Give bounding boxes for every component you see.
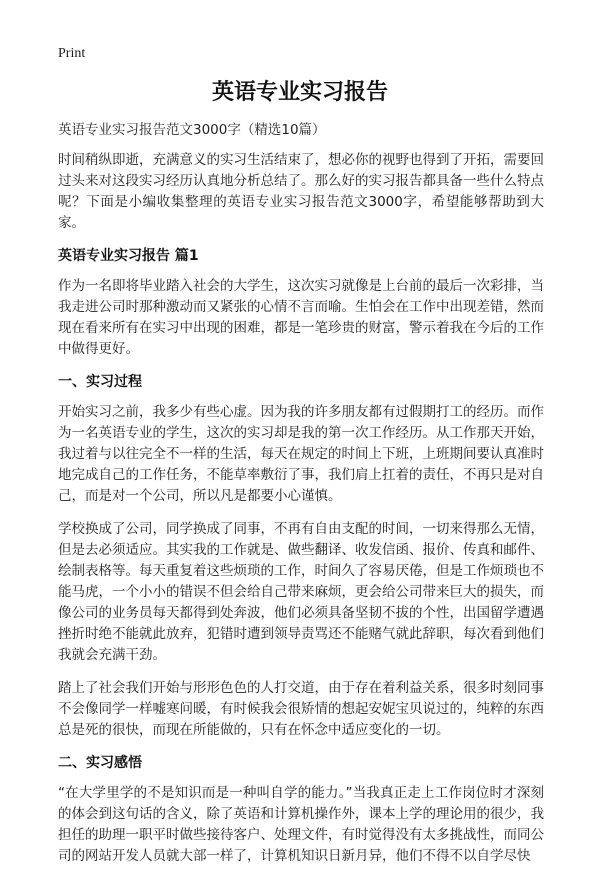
heading-internship-process: 一、实习过程 [58,374,142,390]
paragraph-2: 开始实习之前，我多少有些心虚。因为我的许多朋友都有过假期打工的经历。而作为一名英语专业的学生，这次的实习却是我的第一次工作经历。从工作那天开始，我过着与以往完全不一样的生活，每天在规定的时间上下班，上班期间要认真准时地完成自己的工作任务，不能草率敷衍了事，我们肩上扛着的责任，不再只是对自己，而是对一个公司，所以凡是都要小心谨慎。 [58,404,544,504]
article-subtitle: 英语专业实习报告范文3000字（精选10篇） [58,122,326,138]
paragraph-1: 作为一名即将毕业踏入社会的大学生，这次实习就像是上台前的最后一次彩排，当我走进公司时那种激动而又紧张的心情不言而喻。生怕会在工作中出现差错，然而现在看来所有在实习中出现的困难，都是一笔珍贵的财富，警示着我在今后的工作中做得更好。 [58,278,544,357]
paragraph-5: “在大学里学的不是知识而是一种叫自学的能力。”当我真正走上工作岗位时才深刻的体会到这句话的含义，除了英语和计算机操作外，课本上学的理论用的很少，我担任的助理一职平时做些接待客户、处理文件，有时觉得没有太多挑战性，而同公司的网站开发人员就大部一样了，计算机知识日新月异，他们不得不以自学尽快 [58,785,544,864]
heading-internship-feelings: 二、实习感悟 [58,755,142,771]
paragraph-4: 踏上了社会我们开始与形形色色的人打交道，由于存在着利益关系，很多时刻同事不会像同学一样嘘寒问暖，有时候我会很矫情的想起安妮宝贝说过的，纯粹的东西总是死的很快，而现在所能做的，只有在怀念中适应变化的一切。 [58,680,544,738]
intro-paragraph: 时间稍纵即逝，充满意义的实习生活结束了，想必你的视野也得到了开拓，需要回过头来对这段实习经历认真地分析总结了。那么好的实习报告都具备一些什么特点呢？下面是小编收集整理的英语专业实习报告范文3000字，希望能够帮助到大家。 [58,152,544,231]
section-heading-1: 英语专业实习报告 篇1 [58,248,199,264]
paragraph-3: 学校换成了公司，同学换成了同事，不再有自由支配的时间，一切来得那么无情，但是去必须适应。其实我的工作就是、做些翻译、收发信函、报价、传真和邮件、绘制表格等。每天重复着这些烦琐的工作，时间久了容易厌倦，但是工作烦琐也不能马虎，一个小小的错误不但会给自己带来麻烦，更会给公司带来巨大的损失，而像公司的业务员每天都得到处奔波，他们必须具备坚韧不拔的个性，出国留学遭遇挫折时绝不能就此放弃，犯错时遭到领导责骂还不能赌气就此辞职，每次看到他们我就会充满干劲。 [58,521,544,663]
article-body [58,120,544,879]
print-link[interactable]: Print [58,46,86,61]
page-title: 英语专业实习报告 [211,80,388,105]
